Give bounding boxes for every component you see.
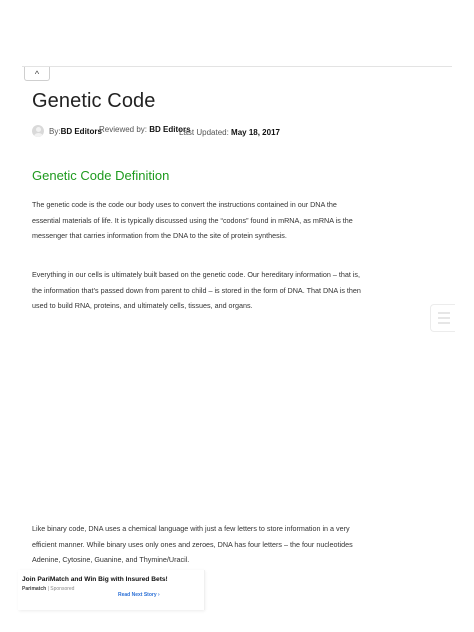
list-icon-line [438, 322, 450, 324]
author-avatar [32, 125, 44, 137]
by-label: By: [49, 127, 61, 136]
read-next-story-link[interactable] [118, 592, 160, 598]
updated-date: May 18, 2017 [231, 128, 280, 137]
ad-cta-label: Read Next Story [118, 592, 157, 598]
paragraph-definition: The genetic code is the code our body uses to convert the instructions contained in our DNA the essential materials of life. It is typically discussed using the “codons” found in mRNA, as mRNA is the messenger that carries information from the DNA to the site of protein synthesis. [32, 200, 353, 241]
list-icon-line [438, 317, 450, 319]
reviewed-label: Reviewed by: [99, 125, 148, 134]
list-icon [438, 312, 450, 314]
paragraph-binary: Like binary code, DNA uses a chemical language with just a few letters to store information in a very efficient manner. While binary uses only ones and zeroes, DNA has four letters – the four nucleotides Adenine, Cytosine, Guanine, and Thymine/Uracil. [32, 524, 353, 565]
paragraph-hereditary: Everything in our cells is ultimately built based on the genetic code. Our hereditary information – that is, the information that’s passed down from parent to child – is stored in the form of DNA. That DNA is then used to build RNA, proteins, and ultimately cells, tissues, and organs. [32, 270, 361, 311]
byline-updated [179, 128, 280, 137]
table-of-contents-button[interactable] [430, 304, 455, 332]
chevron-up-icon: ^ [34, 68, 40, 79]
ad-title[interactable]: Join PariMatch and Win Big with Insured Bets! [22, 576, 168, 583]
sponsored-ad-card[interactable] [18, 570, 204, 610]
header-divider [22, 66, 452, 67]
ad-sponsor [22, 586, 74, 592]
ad-divider [204, 570, 205, 610]
updated-label: Last Updated: [179, 128, 229, 137]
ad-sponsored-label: | Sponsored [47, 586, 75, 592]
ad-brand: Parimatch [22, 586, 47, 592]
article-byline [32, 123, 452, 141]
chevron-right-icon: › [158, 592, 160, 598]
author-link[interactable]: BD Editors [60, 127, 102, 136]
section-heading: Genetic Code Definition [32, 168, 170, 183]
page-title: Genetic Code [32, 90, 156, 112]
reviewer-link[interactable]: BD Editors [149, 125, 191, 134]
byline-by [49, 127, 102, 136]
collapse-toggle-button[interactable] [24, 67, 50, 81]
byline-reviewed [99, 125, 191, 134]
